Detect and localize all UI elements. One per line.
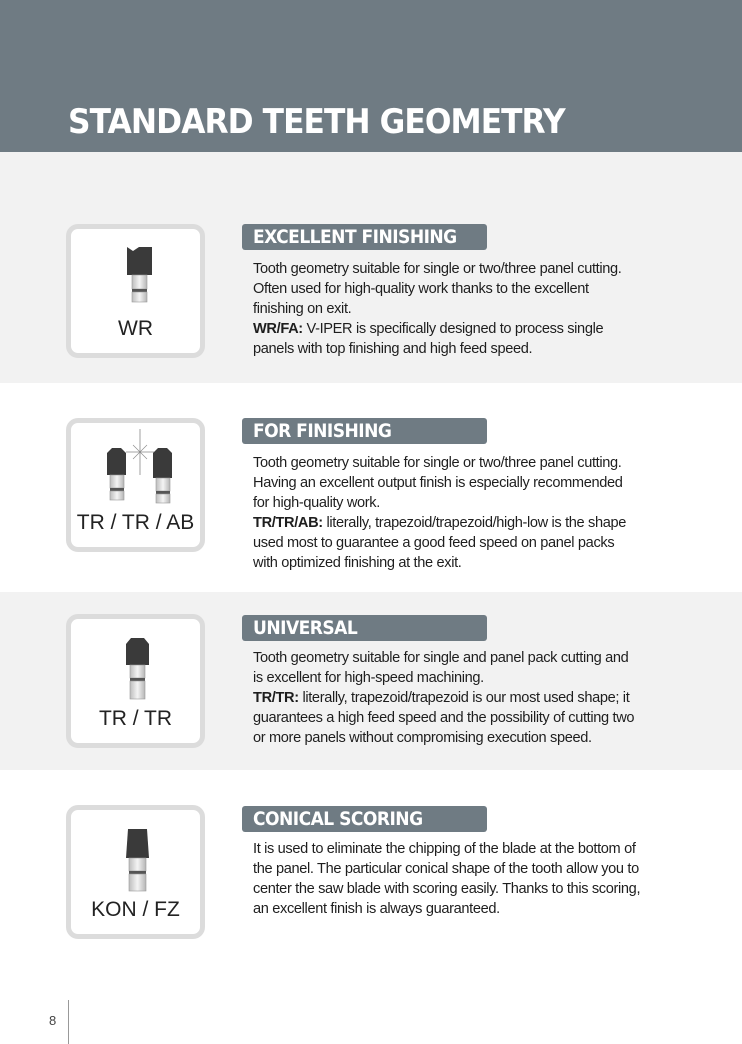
desc-line: or more panels without compromising execution speed. [253, 730, 592, 746]
desc-line: It is used to eliminate the chipping of the blade at the bottom of [253, 841, 636, 857]
desc-line: used most to guarantee a good feed speed on panel packs [253, 535, 615, 551]
section-universal [0, 592, 742, 770]
page-number-divider [68, 1000, 69, 1044]
page-header [0, 0, 742, 152]
note-text: literally, trapezoid/trapezoid/high-low is the shape [322, 515, 627, 531]
tooth-card-kon-fz [66, 805, 205, 939]
tooth-badge-label: WR [118, 317, 153, 340]
desc-note [253, 513, 673, 533]
section-description [253, 839, 673, 919]
section-description [253, 453, 673, 573]
section-title: CONICAL SCORING [253, 808, 423, 830]
desc-line: Having an excellent output finish is especially recommended [253, 475, 623, 491]
tooth-card-wr [66, 224, 205, 358]
note-key: TR/TR: [253, 690, 299, 706]
section-title-bar [242, 806, 487, 832]
tooth-badge-label: KON / FZ [91, 898, 180, 921]
note-key: TR/TR/AB: [253, 515, 323, 531]
desc-line: center the saw blade with scoring easily. Thanks to this scoring, [253, 881, 641, 897]
page-number: 8 [49, 1013, 57, 1028]
note-text: literally, trapezoid/trapezoid is our most used shape; it [298, 690, 630, 706]
section-description [253, 259, 673, 359]
section-conical-scoring [0, 770, 742, 1044]
tooth-badge-label: TR / TR / AB [76, 511, 195, 534]
section-description [253, 648, 673, 748]
desc-note [253, 688, 673, 708]
desc-line: the panel. The particular conical shape of the tooth allow you to [253, 861, 639, 877]
section-title: FOR FINISHING [253, 420, 392, 442]
section-for-finishing [0, 383, 742, 592]
note-text: V-IPER is specifically designed to process single [302, 321, 604, 337]
desc-note [253, 319, 673, 339]
section-title-bar [242, 418, 487, 444]
desc-line: Often used for high-quality work thanks to the excellent [253, 281, 589, 297]
desc-line: for high-quality work. [253, 495, 380, 511]
desc-line: panels with top finishing and high feed speed. [253, 341, 533, 357]
note-key: WR/FA: [253, 321, 303, 337]
desc-line: Tooth geometry suitable for single or two/three panel cutting. [253, 261, 622, 277]
desc-line: Tooth geometry suitable for single or two/three panel cutting. [253, 455, 622, 471]
section-title: EXCELLENT FINISHING [253, 226, 457, 248]
desc-line: Tooth geometry suitable for single and panel pack cutting and [253, 650, 629, 666]
section-title: UNIVERSAL [253, 617, 358, 639]
desc-line: with optimized finishing at the exit. [253, 555, 462, 571]
page-title: STANDARD TEETH GEOMETRY [68, 102, 565, 142]
desc-line: is excellent for high-speed machining. [253, 670, 484, 686]
desc-line: guarantees a high feed speed and the possibility of cutting two [253, 710, 635, 726]
section-title-bar [242, 615, 487, 641]
desc-line: an excellent finish is always guaranteed. [253, 901, 500, 917]
tooth-badge-label: TR / TR [98, 707, 173, 730]
desc-line: finishing on exit. [253, 301, 352, 317]
tooth-card-tr-tr [66, 614, 205, 748]
tooth-card-tr-tr-ab [66, 418, 205, 552]
section-excellent-finishing [0, 152, 742, 383]
section-title-bar [242, 224, 487, 250]
